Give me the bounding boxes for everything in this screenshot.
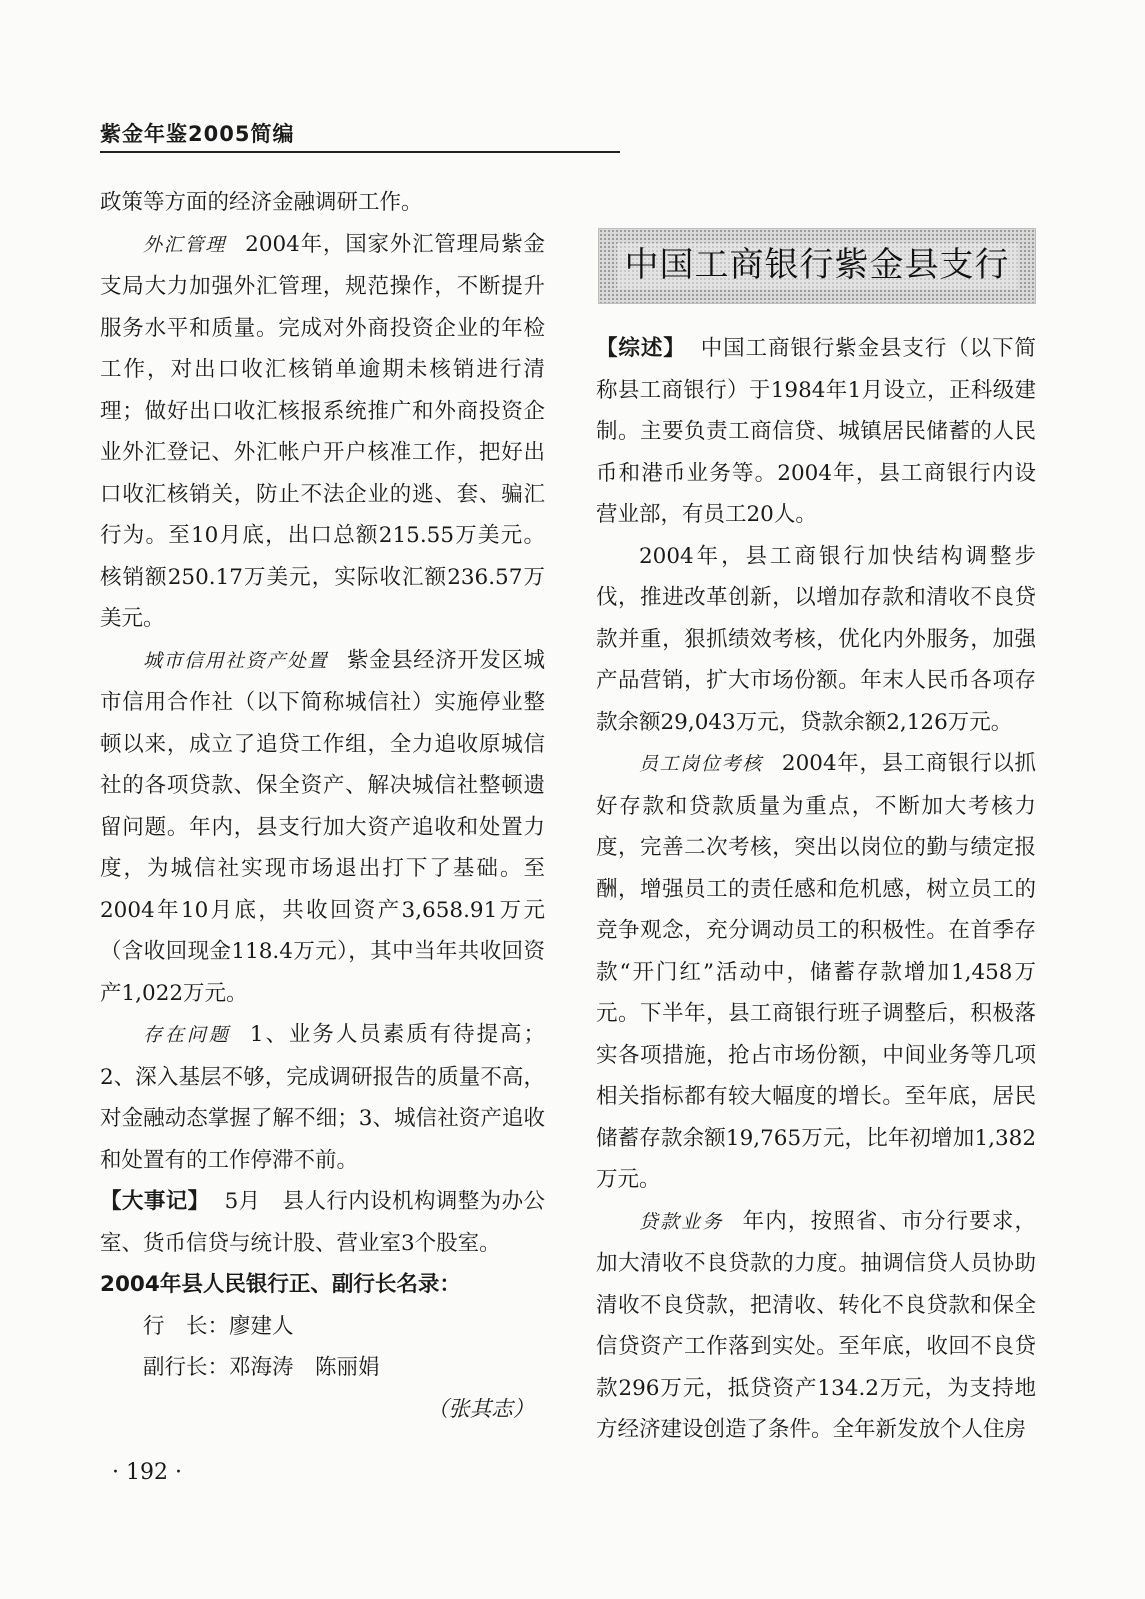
section-body: 5月 县人行内设机构调整为办公室、货币信贷与统计股、营业室3个股室。	[100, 1189, 545, 1256]
section-body: 中国工商银行紫金县支行（以下简称县工商银行）于1984年1月设立，正科级建制。主要负责工商信贷、城镇居民储蓄的人民币和港币业务等。2004年，县工商银行内设营业部，有员工20人。	[596, 336, 1036, 527]
section-keyword: 存在问题	[143, 1024, 231, 1046]
section-body: 年内，按照省、市分行要求，加大清收不良贷款的力度。抽调信贷人员协助清收不良贷款，把清收、转化不良贷款和保全信贷资产工作落到实处。至年底，收回不良贷款296万元，抵贷资产134.2万元，为支持地方经济建设创造了条件。全年新发放个人住房	[596, 1208, 1036, 1442]
right-column	[596, 182, 1036, 1451]
section-bracket-heading: 【综述】	[596, 336, 686, 361]
section-major-events	[100, 1181, 545, 1264]
section-body: 紫金县经济开发区城市信用合作社（以下简称城信社）实施停业整顿以来，成立了追贷工作组，全力追收原城信社的各项贷款、保全资产、解决城信社整顿遗留问题。年内，县支行加大资产追收和处置力度，为城信社实现市场退出打下了基础。至2004年10月底，共收回资产3,658.91万元（含收回现金118.4万元），其中当年共收回资产1,022万元。	[100, 647, 545, 1006]
right-paragraph-2: 2004年，县工商银行加快结构调整步伐，推进改革创新，以增加存款和清收不良贷款并重，狠抓绩效考核，优化内外服务，加强产品营销，扩大市场份额。年末人民币各项存款余额29,043万元，贷款余额2,126万元。	[596, 543, 1036, 735]
left-paragraph-0: 政策等方面的经济金融调研工作。	[100, 190, 423, 215]
running-header: 紫金年鉴2005简编	[100, 122, 295, 146]
section-body: 1、业务人员素质有待提高；2、深入基层不够，完成调研报告的质量不高，对金融动态掌握了解不细；3、城信社资产追收和处置有的工作停滞不前。	[100, 1022, 545, 1173]
section-foreign-exchange	[100, 224, 545, 640]
section-title-banner	[598, 228, 1036, 304]
president-line: 行 长：廖建人	[143, 1313, 294, 1339]
section-keyword: 员工岗位考核	[639, 753, 763, 775]
page-number: · 192 ·	[112, 1460, 182, 1485]
section-title: 中国工商银行紫金县支行	[617, 243, 1018, 289]
section-body: 2004年，国家外汇管理局紫金支局大力加强外汇管理，规范操作，不断提升服务水平和质量。完成对外商投资企业的年检工作，对出口收汇核销单逾期未核销进行清理；做好出口收汇核报系统推广和外商投资企业外汇登记、外汇帐户开户核准工作，把好出口收汇核销关，防止不法企业的逃、套、骗汇行为。至10月底，出口总额215.55万美元。核销额250.17万美元，实际收汇额236.57万美元。	[100, 231, 545, 631]
section-bracket-heading: 【大事记】	[100, 1189, 210, 1214]
section-existing-problems	[100, 1014, 545, 1181]
section-credit-coop-assets	[100, 640, 545, 1015]
left-column	[100, 182, 545, 1430]
header-rule	[100, 151, 620, 153]
author-signature: （张其志）	[426, 1396, 535, 1422]
section-keyword: 城市信用社资产处置	[143, 649, 329, 672]
vice-president-line: 副行长：邓海涛 陈丽娟	[143, 1355, 380, 1380]
section-overview	[596, 328, 1036, 536]
section-loan-business	[596, 1201, 1036, 1451]
section-body: 2004年，县工商银行以抓好存款和贷款质量为重点，不断加大考核力度，完善二次考核，突出以岗位的勤与绩定报酬，增强员工的责任感和危机感，树立员工的竞争观念，充分调动员工的积极性。在首季存款“开门红”活动中，储蓄存款增加1,458万元。下半年，县工商银行班子调整后，积极落实各项措施，抢占市场份额，中间业务等几项相关指标都有较大幅度的增长。至年底，居民储蓄存款余额19,765万元，比年初增加1,382万元。	[596, 751, 1036, 1192]
leadership-list-heading: 2004年县人民银行正、副行长名录：	[100, 1272, 461, 1297]
section-keyword: 贷款业务	[639, 1210, 724, 1233]
section-staff-assessment	[596, 743, 1036, 1201]
section-keyword: 外汇管理	[143, 233, 227, 256]
